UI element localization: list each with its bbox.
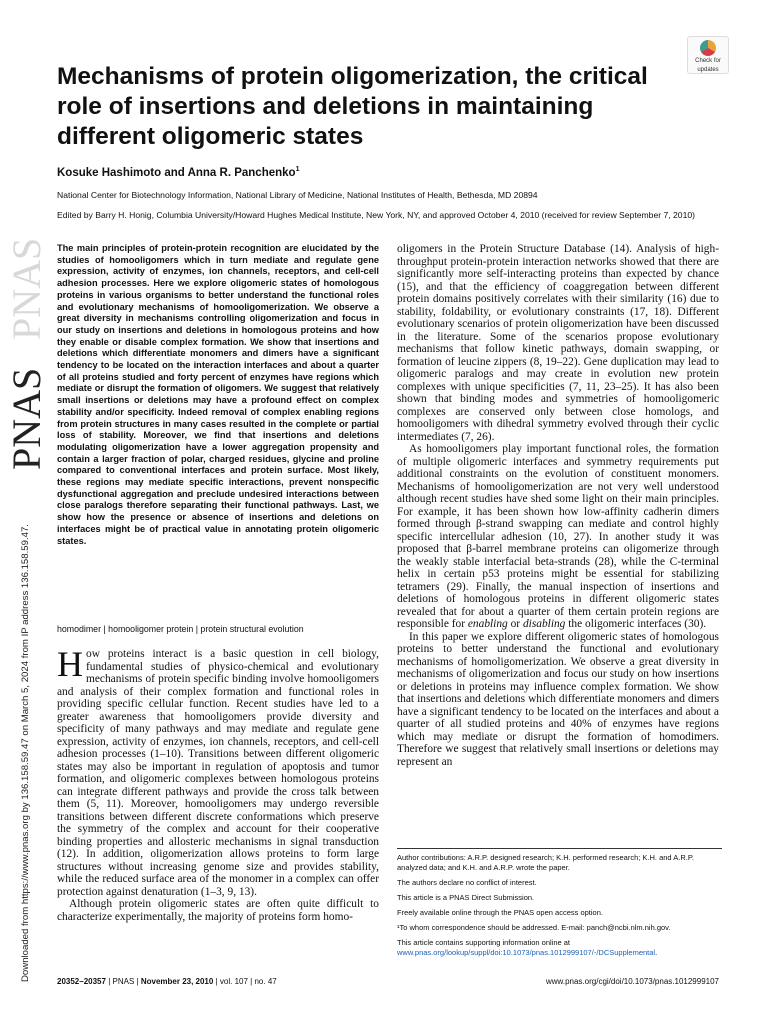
footnote-open-access: Freely available online through the PNAS open access option.: [397, 908, 603, 917]
footer-sep: |: [108, 977, 111, 986]
crossmark-icon: [700, 40, 716, 56]
footer-doi-url[interactable]: www.pnas.org/cgi/doi/10.1073/pnas.1012999107: [545, 977, 719, 986]
supplemental-link[interactable]: www.pnas.org/lookup/suppl/doi:10.1073/pnas.1012999107/-/DCSupplemental: [397, 948, 656, 957]
body-paragraph: Although protein oligomeric states are often quite difficult to characterize experimentally, the majority of proteins form homo-: [57, 898, 379, 923]
footer-issue: no. 47: [254, 977, 277, 986]
footer-sep: |: [250, 977, 253, 986]
author-list: [57, 166, 299, 179]
drop-cap: H: [57, 644, 83, 684]
abstract: The main principles of protein-protein recognition are elucidated by the studies of homooligomers which in turn mediate and regulate gene expression, activity of enzymes, ion channels, receptors, and cell-cell adhesion processes. Here we explore oligomeric states of homologous proteins in various organisms to better understand the functional roles and evolutionary mechanisms of homooligomerization. We observe a great diversity in mechanisms controlling oligomerization and focus in our study on insertions and deletions in homologous proteins and how they enable or disable complex formation. We show that insertions and deletions which differentiate monomers and dimers have a significant tendency to be located on the interaction interfaces and about a quarter of all proteins studied and forty percent of enzymes have regions which mediate or disrupt the formation of oligomers. We suggest that relatively small insertions or deletions may have a profound effect on complex stability and/or specificity. Indeed removal of complex enabling regions from protein structures in many cases resulted in the complete or partial loss of stability. Moreover, we find that insertions and deletions modulating oligomerization have a lower aggregation propensity and contain a larger fraction of polar, charged residues, glycine and proline compared to conventional interfaces and protein surface. Most likely, these regions may mediate specific interactions, prevent nonspecific dysfunctional aggregation and preclude undesired interactions between close paralogs therefore separating their functional pathways. Last, we show how the presence or absence of insertions and deletions on interfaces might be of practical value in annotating protein oligomeric states.: [57, 243, 379, 546]
body-paragraph-continued: oligomers in the Protein Structure Database (14). Analysis of high-throughput protein-protein interaction networks showed that there are significantly more self-interacting proteins than expected by chance (15), and that the efficiency of coaggregation between different protein domains positively correlates with their similarity (16) due to stability, foldability, or evolutionary constraints (17, 18). Different evolutionary scenarios of protein oligomerization have been discussed in the literature. Some of the scenarios propose evolutionary mechanisms that follow kinetic pathways, domain swapping, or formation of leucine zippers (8, 19–22). Gene duplication may lead to oligomeric paralogs and may create in evolution new protein complexes with unique specificities (7, 11, 23–25). It has also been shown that binding modes and symmetries of homooligomeric complexes are conserved only between close homologs, and homooligomers with dihedral symmetry evolved through their cyclic intermediates (7, 26).: [397, 243, 719, 443]
footer-sep: |: [136, 977, 139, 986]
body-paragraph-end: the oligomeric interfaces (30).: [568, 618, 707, 630]
check-for-updates-badge[interactable]: [687, 36, 729, 74]
footnote-supporting-info-end: .: [655, 948, 658, 957]
emphasis-disabling: disabling: [522, 618, 566, 630]
author-footnote-marker: 1: [295, 166, 300, 173]
body-column-left: [57, 644, 379, 923]
footnote-direct-submission: This article is a PNAS Direct Submission.: [397, 893, 535, 902]
footer-journal: PNAS: [112, 977, 135, 986]
footer-citation: [57, 977, 277, 986]
body-paragraph-text: As homooligomers play important functional roles, the formation of multiple oligomeric interfaces and symmetry requirements put additional constraints on the evolution of constituent monomers. Mechanisms of homooligomerization are not very well understood although recent studies have shed some light on their main principles. For example, it has been shown how low-affinity cadherin dimers formed through β-strand swapping can mediate and control highly specific intercellular adhesion (10, 27). In another study it was proposed that β-barrel membrane proteins can oligomerize through the weakly stable interfacial beta-strands (28), while the C-terminal helix in certain p53 proteins might be essential for stabilizing tetramers (29). Finally, the manual inspection of insertions and deletions of homologous proteins in different oligomeric states revealed that for about a quarter of them certain protein regions are responsible for: [397, 443, 719, 630]
check-for-updates-label-1: Check for: [695, 58, 721, 64]
footnote-correspondence: ¹To whom correspondence should be addressed. E-mail: panch@ncbi.nlm.nih.gov.: [397, 923, 671, 932]
author-names: Kosuke Hashimoto and Anna R. Panchenko: [57, 166, 296, 179]
intro-paragraph-text: ow proteins interact is a basic question in cell biology, fundamental studies of physico-chemical and evolutionary mechanisms of protein specific binding involve homooligomers and analysis of their complex formation and functional roles in providing specific cellular function. Recent studies have led to a greater awareness that homooligomers provide diversity and specificity of many pathways and may mediate and regulate gene expression, activity of enzymes, ion channels, receptors, and cell-cell adhesion processes (1–10). Transitions between different oligomeric states may also be important in regulation of apoptosis and tumor formation, and oligomeric complexes between homologous proteins can integrate different pathways and provide the cross talk between them (5, 11). Moreover, homooligomers may undergo reversible transitions between different discrete conformations which preserve the symmetry of the complex and account for their cooperative binding properties and allosteric mechanisms in signal transduction (12). In addition, oligomerization allows proteins to form large structures without increasing genome size and provides stability, while the reduced surface area of the monomer in a complex can offer protection against denaturation (1–3, 9, 13).: [57, 648, 379, 898]
emphasis-enabling: enabling: [467, 618, 508, 630]
intro-paragraph: [57, 644, 379, 898]
edited-by-line: Edited by Barry H. Honig, Columbia University/Howard Hughes Medical Institute, New York, NY, and approved October 4, 2010 (received for review September 7, 2010): [57, 210, 696, 220]
pnas-watermark-text-1: PNAS: [4, 367, 49, 470]
check-for-updates-label-2: updates: [697, 66, 719, 73]
footnote-supporting-info-text: This article contains supporting information online at: [397, 938, 571, 947]
footer-pages: 20352–20357: [57, 977, 106, 986]
body-column-right: [397, 243, 719, 768]
footnote-supporting-info: [397, 938, 722, 958]
body-paragraph: [397, 443, 719, 631]
footnote-conflict: The authors declare no conflict of interest.: [397, 878, 537, 887]
body-paragraph-or: or: [510, 618, 521, 630]
footnote-divider: [397, 848, 722, 849]
footer-sep: |: [215, 977, 218, 986]
footnote-contributions: Author contributions: A.R.P. designed research; K.H. performed research; K.H. and A.R.P. analyzed data; and K.H. and A.R.P. wrote the paper.: [397, 853, 694, 872]
download-notice-text: Downloaded from https://www.pnas.org by 136.158.59.47 on March 5, 2024 from IP address 136.158.59.47.: [20, 524, 31, 982]
pnas-watermark-text-2: PNAS: [4, 237, 49, 340]
article-title: Mechanisms of protein oligomerization, the critical role of insertions and deletions in maintaining different oligomeric states: [57, 63, 648, 150]
footnotes: [397, 848, 722, 963]
footer-date: November 23, 2010: [140, 977, 214, 986]
keywords: homodimer | homooligomer protein | protein structural evolution: [57, 624, 304, 634]
footer-volume: vol. 107: [219, 977, 248, 986]
download-notice: [4, 422, 31, 982]
affiliation: National Center for Biotechnology Information, National Library of Medicine, National Institutes of Health, Bethesda, MD 20894: [57, 190, 538, 200]
body-paragraph: In this paper we explore different oligomeric states of homologous proteins to better understand the functional and evolutionary mechanisms of homoligomerization. We observe a great diversity in mechanisms of oligomerization and focus our study on how insertions or deletions in proteins may influence complex formation. We show that insertions and deletions which differentiate monomers and dimers have a significant tendency to be located on the interfaces and about a quarter of all studied proteins and 40% of enzymes have regions which may mediate or disrupt the formation of homodimers. Therefore we suggest that relatively small insertions or deletions may represent an: [397, 630, 719, 768]
